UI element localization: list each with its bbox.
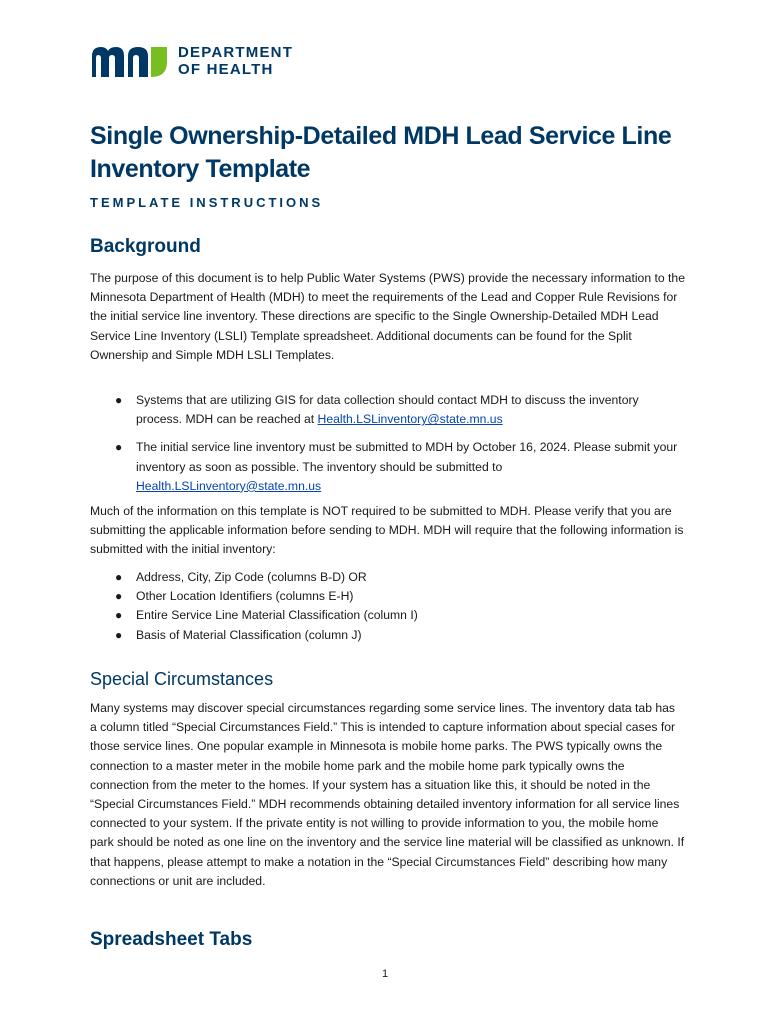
list-item (90, 626, 685, 645)
email-link[interactable]: Health.LSLinventory@state.mn.us (317, 412, 503, 427)
list-item (90, 568, 685, 587)
required-info-paragraph: Much of the information on this template is NOT required to be submitted to MDH. Please verify that you are submitting the applicable information before sending to MDH. MDH will require that the following information is submitted with the initial inventory: (90, 504, 684, 557)
list-item-text: Entire Service Line Material Classification (column I) (136, 608, 418, 623)
bullet-icon: ● (115, 608, 123, 623)
email-link[interactable]: Health.LSLinventory@state.mn.us (136, 478, 322, 493)
list-item (90, 587, 685, 606)
special-circumstances-body: Many systems may discover special circumstances regarding some service lines. The inventory data tab has a column titled “Special Circumstances Field.” This is intended to capture information about special cases for those service lines. One popular example in Minnesota is mobile home parks. The PWS typically owns the connection to a master meter in the mobile home park and the mobile home park typically owns the connection from the meter to the homes. If your system has a situation like this, it should be noted in the “Special Circumstances Field.” MDH recommends obtaining detailed inventory information for all service lines connected to your system. If the private entity is not willing to provide information to you, the mobile home park should be noted as one line on the inventory and the service line material will be classified as unknown. If that happens, please attempt to make a notation in the “Special Circumstances Field” describing how many connections or unit are included. (90, 701, 685, 888)
bullet-text: The initial service line inventory must be submitted to MDH by October 16, 2024. Please submit your inventory as soon as possible. The inventory should be submitted to (136, 440, 678, 474)
list-item-text: Other Location Identifiers (columns E-H) (136, 589, 354, 604)
logo-wordmark (178, 44, 293, 78)
bullet-icon: ● (115, 440, 123, 455)
list-item-text: Address, City, Zip Code (columns B-D) OR (136, 570, 367, 584)
background-bullet-list (90, 391, 685, 505)
document-subtitle: TEMPLATE INSTRUCTIONS (90, 195, 324, 210)
bullet-icon: ● (115, 627, 123, 642)
list-item (90, 391, 685, 429)
list-item (90, 606, 685, 625)
bullet-icon: ● (115, 570, 123, 584)
spreadsheet-tabs-heading: Spreadsheet Tabs (90, 929, 253, 950)
list-item-text: Basis of Material Classification (column J) (136, 627, 362, 642)
background-intro: The purpose of this document is to help Public Water Systems (PWS) provide the necessary information to the Minnesota Department of Health (MDH) to meet the requirements of the Lead and Copper Rule Revisions for the initial service line inventory. These directions are specific to the Single Ownership-Detailed MDH Lead Service Line Inventory (LSLI) Template spreadsheet. Additional documents can be found for the Split Ownership and Simple MDH LSLI Templates. (90, 271, 685, 362)
bullet-icon: ● (115, 393, 123, 407)
minnesota-logo-icon (90, 44, 168, 78)
required-items-list (90, 568, 685, 645)
logo-line-2: OF HEALTH (178, 61, 274, 78)
background-heading: Background (90, 236, 201, 257)
mdh-logo (90, 44, 293, 78)
bullet-text: Systems that are utilizing GIS for data collection should contact MDH to discuss the inventory process. MDH can be reached at (136, 393, 639, 427)
list-item (90, 438, 685, 496)
logo-line-1: DEPARTMENT (178, 44, 294, 61)
bullet-icon: ● (115, 589, 123, 604)
page-number: 1 (381, 968, 389, 980)
special-circumstances-heading: Special Circumstances (90, 669, 274, 689)
document-title: Single Ownership-Detailed MDH Lead Service Line Inventory Template (90, 122, 672, 183)
